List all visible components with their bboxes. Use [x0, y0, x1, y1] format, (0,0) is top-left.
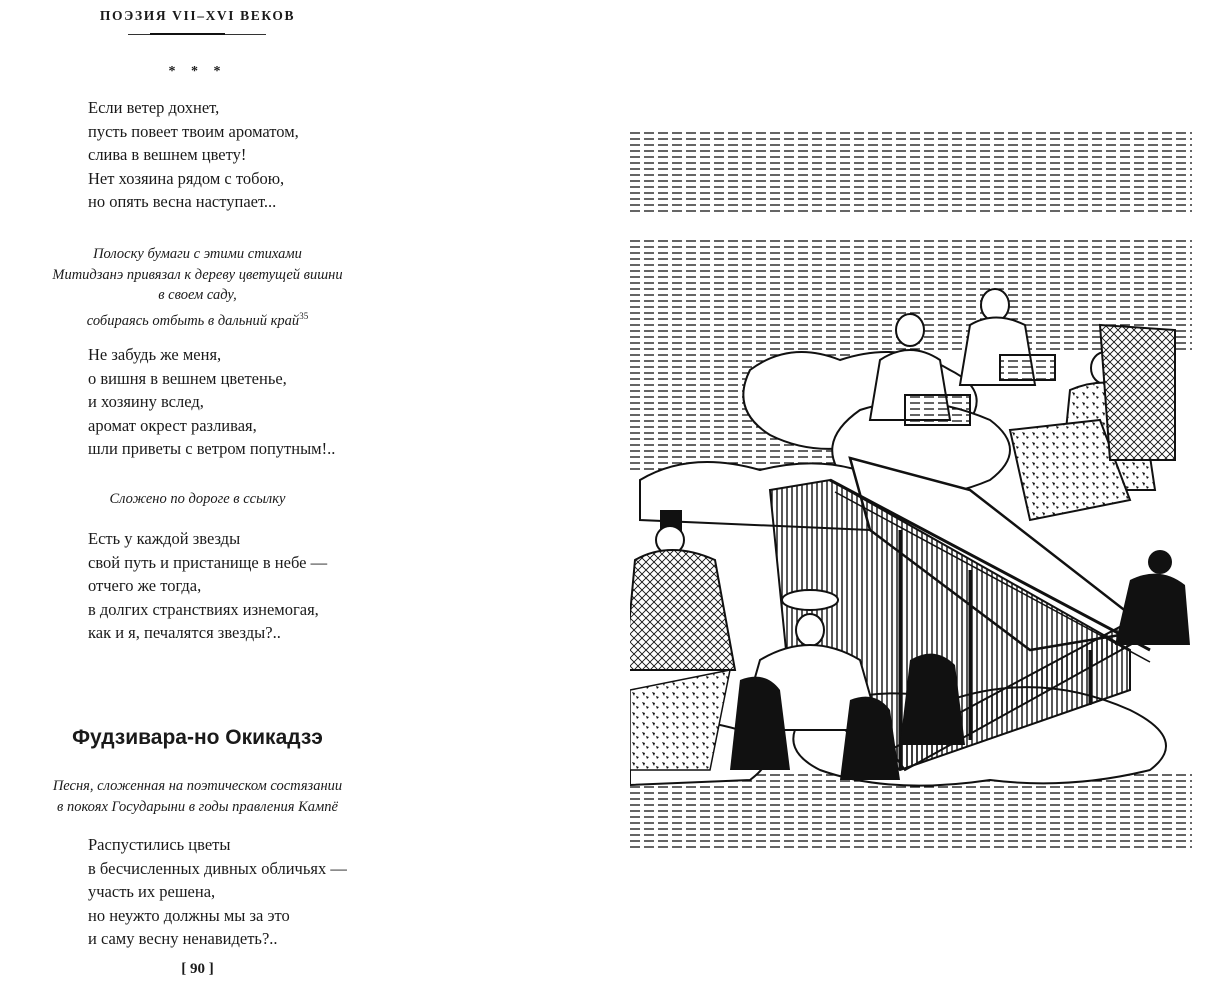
prose-note-3 — [0, 776, 395, 817]
writing-desk — [1000, 355, 1055, 380]
note-line: Песня, сложенная на поэтическом состязании — [52, 778, 343, 794]
verse-line: слива в вешнем цвету! — [88, 145, 247, 164]
verse-line: о вишня в вешнем цветенье, — [88, 368, 287, 388]
verse-line: участь их решена, — [88, 882, 216, 901]
section-stars: * * * — [168, 64, 227, 79]
poem-2 — [88, 343, 335, 461]
author-heading: Фудзивара-но Окикадзэ — [72, 726, 323, 749]
note-line: в покоях Государыни в годы правления Кампё — [57, 798, 338, 815]
page-number: [ 90 ] — [181, 961, 214, 977]
verse-line: и саму весну ненавидеть?.. — [88, 929, 278, 948]
poem-3 — [88, 527, 327, 645]
verse-line: пусть повеет твоим ароматом, — [88, 121, 299, 141]
verse-line: аромат окрест разливая, — [88, 415, 257, 435]
note-line: в своем саду, — [158, 287, 237, 303]
verse-line: и хозяину вслед, — [88, 392, 204, 411]
note-line: собираясь отбыть в дальний край$^{35}$ — [86, 310, 309, 329]
verse-line: Есть у каждой звезды — [88, 529, 241, 548]
woodblock-illustration — [630, 130, 1192, 848]
verse-line: Распустились цветы — [88, 835, 231, 854]
cloud-hatching — [630, 130, 1192, 216]
note-line: Сложено по дороге в ссылку — [109, 491, 286, 507]
verse-line: свой путь и пристанище в небе — — [88, 552, 328, 572]
writing-desk — [905, 395, 970, 425]
text-page — [0, 0, 395, 996]
note-line: Полоску бумаги с этими стихами — [93, 246, 302, 262]
running-head: ПОЭЗИЯ VII–XVI ВЕКОВ — [99, 8, 296, 23]
prose-note-2 — [0, 489, 395, 510]
poem-1 — [88, 96, 299, 214]
verse-line: в бесчисленных дивных обличьях — — [88, 858, 347, 878]
court-lady — [900, 654, 965, 745]
footnote-ref[interactable]: 35 — [299, 310, 309, 321]
verse-line: но неужто должны мы за это — [88, 905, 290, 925]
verse-line: Не забудь же меня, — [88, 345, 222, 364]
verse-line: отчего же тогда, — [88, 576, 202, 595]
patterned-screen — [1100, 325, 1175, 460]
prose-note-1 — [0, 244, 395, 331]
verse-line: как и я, печалятся звезды?.. — [88, 623, 281, 642]
verse-line: Если ветер дохнет, — [88, 98, 220, 117]
verse-line: в долгих странствиях изнемогая, — [88, 599, 319, 619]
poem-4 — [88, 833, 347, 951]
verse-line: шли приветы с ветром попутным!.. — [88, 439, 336, 458]
note-line: Митидзанэ привязал к дереву цветущей вишни — [52, 266, 343, 283]
verse-line: Нет хозяина рядом с тобою, — [88, 168, 285, 188]
header-rule-accent — [150, 33, 225, 35]
verse-line: но опять весна наступает... — [88, 192, 277, 211]
